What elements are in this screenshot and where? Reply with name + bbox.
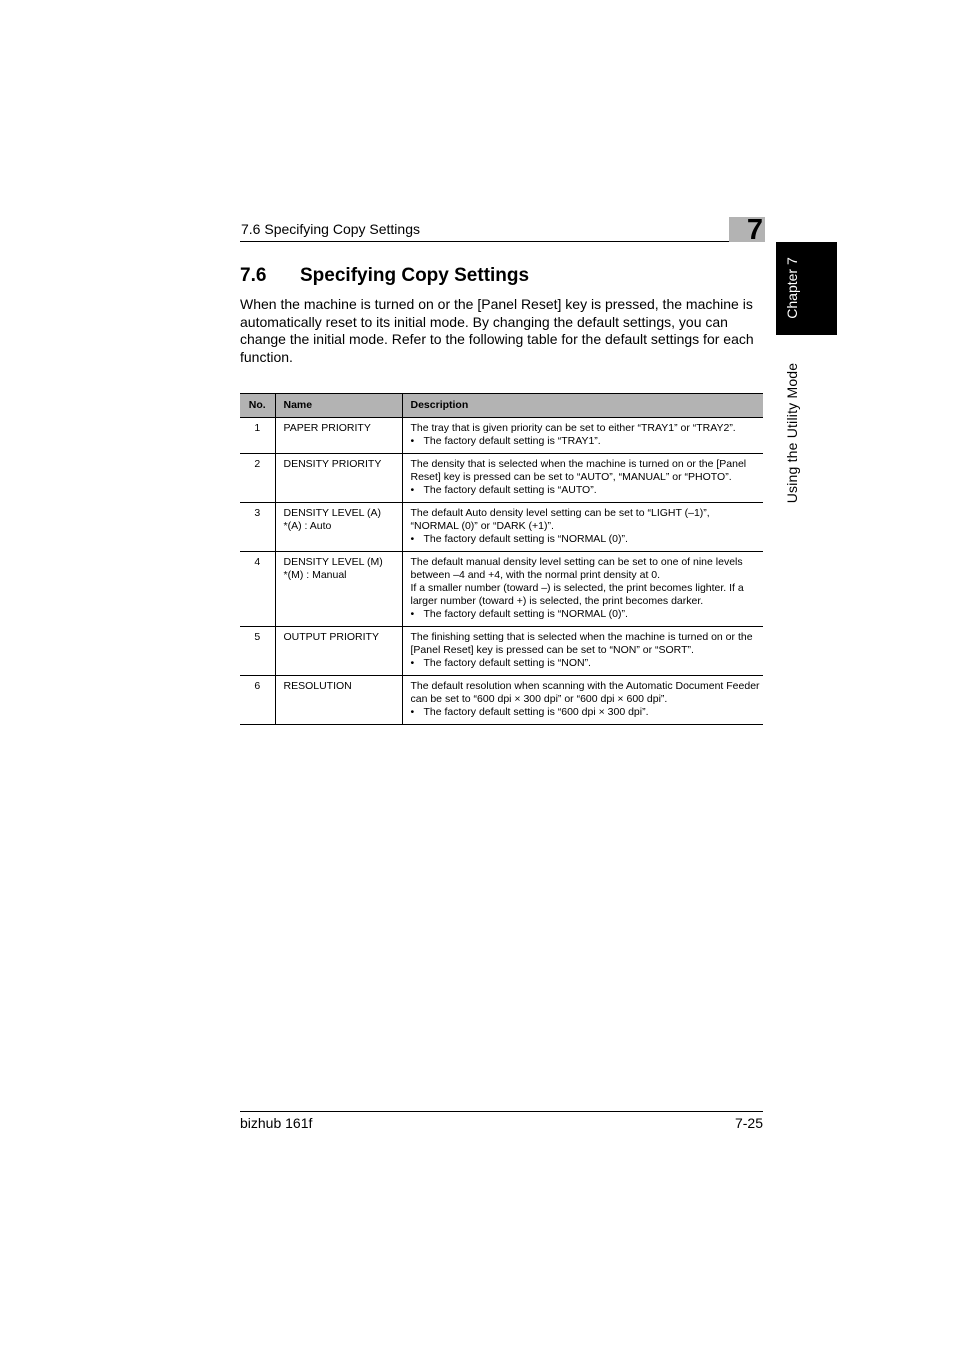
setting-name-cell — [275, 676, 402, 725]
footer-rule — [240, 1111, 763, 1112]
factory-default-text: The factory default setting is “AUTO”. — [423, 484, 597, 496]
setting-description: The density that is selected when the machine is turned on or the [Panel Reset] key is pressed can be set to “AUTO”, “MANUAL” or “PHOTO”. — [410, 458, 747, 483]
table-row — [240, 627, 763, 676]
row-number: 5 — [240, 627, 275, 676]
factory-default-text: The factory default setting is “NON”. — [423, 657, 591, 669]
setting-name: RESOLUTION — [283, 680, 352, 692]
factory-default-text: The factory default setting is “600 dpi × 300 dpi”. — [423, 706, 649, 718]
factory-default-note — [411, 435, 761, 448]
setting-name-cell — [275, 503, 402, 552]
row-number: 6 — [240, 676, 275, 725]
running-header-title: 7.6 Specifying Copy Settings — [241, 221, 420, 237]
chapter-side-tab-label: Chapter 7 — [784, 257, 800, 319]
row-number: 4 — [240, 552, 275, 627]
bullet-icon: • — [410, 608, 415, 620]
default-settings-table — [240, 393, 763, 725]
footer-page-number: 7-25 — [734, 1115, 763, 1131]
table-row — [240, 454, 763, 503]
setting-description: If a smaller number (toward –) is selected, the print becomes lighter. If a larger number (toward +) is selected, the print becomes darker. — [410, 582, 744, 607]
factory-default-text: The factory default setting is “NORMAL (0)”. — [423, 608, 628, 620]
factory-default-note — [411, 608, 761, 621]
factory-default-note — [411, 484, 761, 497]
setting-name-cell — [275, 418, 402, 454]
setting-description-cell — [402, 454, 763, 503]
setting-name: DENSITY PRIORITY — [283, 458, 382, 470]
bullet-icon: • — [410, 533, 415, 545]
setting-description: The finishing setting that is selected when the machine is turned on or the [Panel Reset] key is pressed can be set to “NON” or “SORT”. — [410, 631, 753, 656]
table-header-row — [240, 394, 763, 418]
factory-default-text: The factory default setting is “TRAY1”. — [423, 435, 601, 447]
table-body — [240, 418, 763, 725]
chapter-number: 7 — [746, 217, 763, 242]
row-number: 3 — [240, 503, 275, 552]
setting-description-cell — [402, 627, 763, 676]
factory-default-text: The factory default setting is “NORMAL (0)”. — [423, 533, 628, 545]
setting-description: The tray that is given priority can be set to either “TRAY1” or “TRAY2”. — [410, 422, 736, 434]
setting-description-cell — [402, 552, 763, 627]
table-row — [240, 552, 763, 627]
setting-name: DENSITY LEVEL (A) — [283, 507, 381, 519]
setting-name-cell — [275, 552, 402, 627]
intro-paragraph: When the machine is turned on or the [Panel Reset] key is pressed, the machine is automatically reset to its initial mode. By changing the default settings, you can change the initial mode. Refer to the following table for the default settings for each function. — [240, 296, 754, 366]
setting-name: *(M) : Manual — [283, 569, 347, 581]
setting-description: The default resolution when scanning with the Automatic Document Feeder can be set to “600 dpi × 300 dpi” or “600 dpi × 600 dpi”. — [410, 680, 760, 705]
bullet-icon: • — [410, 435, 415, 447]
setting-description-cell — [402, 676, 763, 725]
bullet-icon: • — [410, 657, 415, 669]
section-title: Specifying Copy Settings — [300, 265, 530, 286]
table-row — [240, 676, 763, 725]
setting-description: The default manual density level setting can be set to one of nine levels between –4 and +4, with the normal print density at 0. — [410, 556, 743, 581]
header-rule — [240, 241, 763, 242]
setting-name: PAPER PRIORITY — [283, 422, 371, 434]
table-row — [240, 503, 763, 552]
setting-description: The default Auto density level setting can be set to “LIGHT (–1)”, “NORMAL (0)” or “DARK (+1)”. — [410, 507, 710, 532]
factory-default-note — [411, 657, 761, 670]
setting-name-cell — [275, 627, 402, 676]
column-header-name: Name — [275, 394, 402, 418]
bullet-icon: • — [410, 706, 415, 718]
setting-name-cell — [275, 454, 402, 503]
column-header-no: No. — [240, 394, 275, 418]
setting-name: OUTPUT PRIORITY — [283, 631, 379, 643]
factory-default-note — [411, 706, 761, 719]
chapter-number-box — [729, 217, 765, 242]
factory-default-note — [411, 533, 761, 546]
footer-product-name: bizhub 161f — [240, 1115, 313, 1131]
row-number: 2 — [240, 454, 275, 503]
bullet-icon: • — [410, 484, 415, 496]
setting-description-cell — [402, 503, 763, 552]
row-number: 1 — [240, 418, 275, 454]
column-header-description: Description — [402, 394, 763, 418]
setting-name: DENSITY LEVEL (M) — [283, 556, 383, 568]
side-section-label: Using the Utility Mode — [784, 362, 800, 504]
setting-description-cell — [402, 418, 763, 454]
table-row — [240, 418, 763, 454]
section-number: 7.6 — [240, 265, 267, 286]
setting-name: *(A) : Auto — [283, 520, 332, 532]
section-heading — [240, 264, 529, 288]
